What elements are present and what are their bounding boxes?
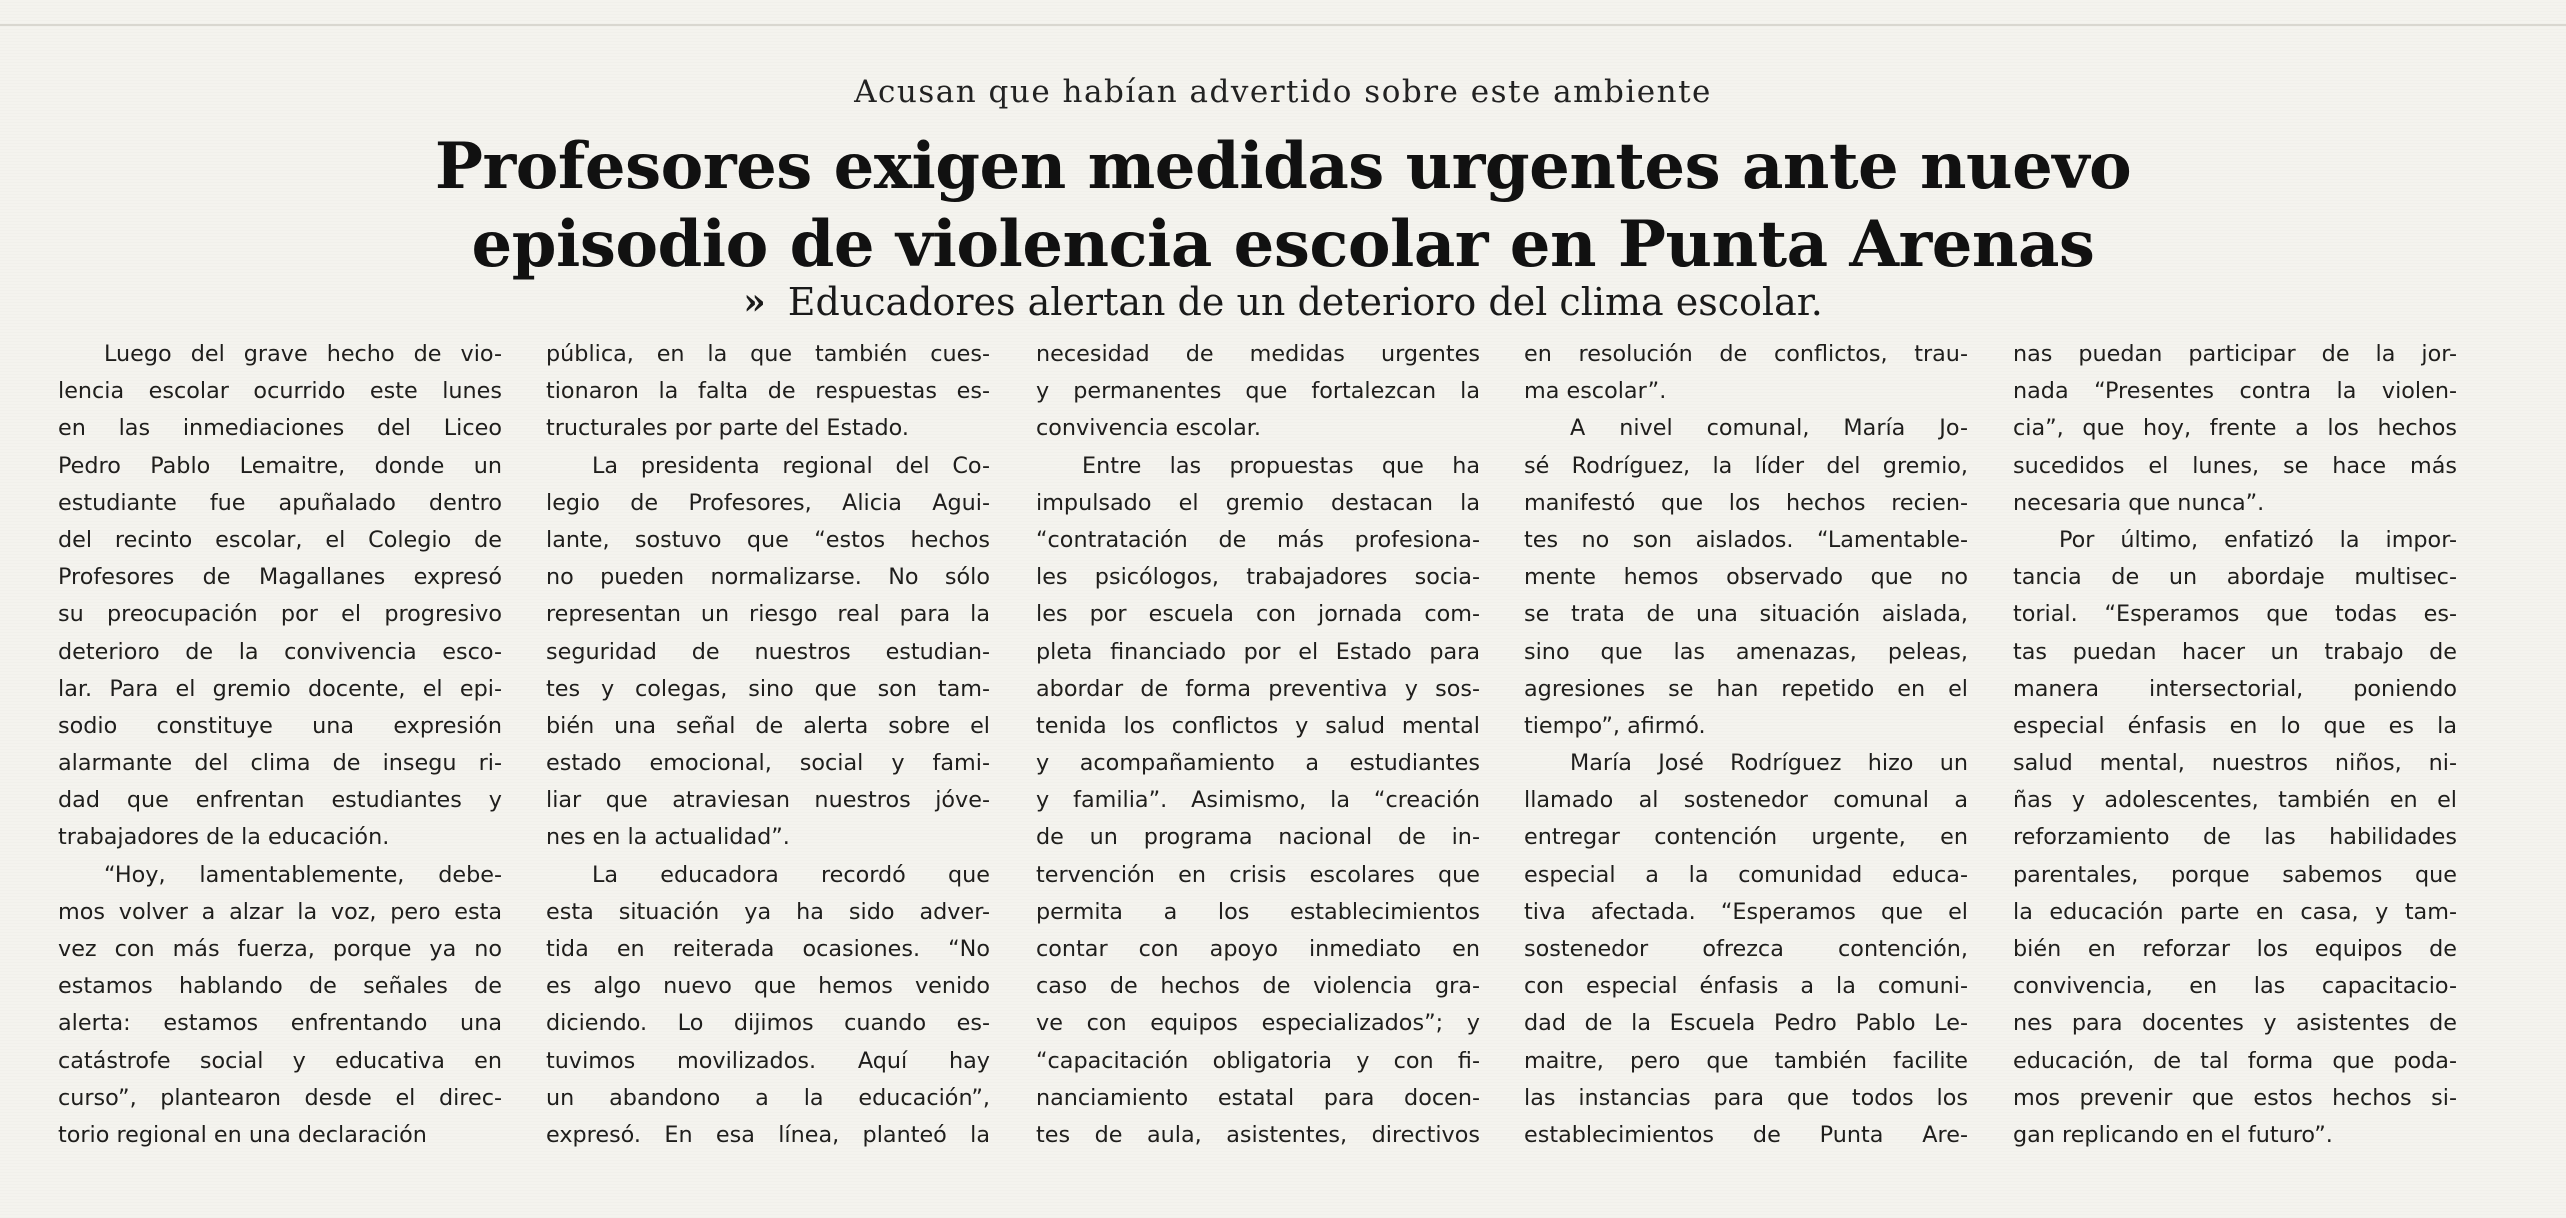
column-2-line: liar que atraviesan nuestros jóve- <box>546 787 990 814</box>
column-3-line: ve con equipos especializados”; y <box>1036 1010 1480 1037</box>
column-1-line: sodio constituye una expresión <box>58 712 502 739</box>
column-5-line: especial énfasis en lo que es la <box>2013 712 2457 739</box>
column-5-line: cia”, que hoy, frente a los hechos <box>2013 415 2457 442</box>
column-3-line: y familia”. Asimismo, la “creación <box>1036 787 1480 814</box>
column-4-line: tes no son aislados. “Lamentable- <box>1524 526 1968 553</box>
column-5-line: tas puedan hacer un trabajo de <box>2013 638 2457 665</box>
column-2-line: lante, sostuvo que “estos hechos <box>546 526 990 553</box>
column-4-line: se trata de una situación aislada, <box>1524 601 1968 628</box>
column-5-line: nas puedan participar de la jor- <box>2013 341 2457 367</box>
column-1-line: estudiante fue apuñalado dentro <box>58 489 502 516</box>
column-3-line: convivencia escolar. <box>1036 415 1261 442</box>
column-2-line: expresó. En esa línea, planteó la <box>546 1121 990 1148</box>
column-5-line: educación, de tal forma que poda- <box>2013 1047 2457 1074</box>
column-4-line: María José Rodríguez hizo un <box>1570 750 1968 777</box>
column-4-line: en resolución de conflictos, trau- <box>1524 341 1968 367</box>
column-2-line: un abandono a la educación”, <box>546 1084 990 1111</box>
column-5-line: reforzamiento de las habilidades <box>2013 824 2457 851</box>
column-2-line: es algo nuevo que hemos venido <box>546 973 990 1000</box>
column-2-line: tes y colegas, sino que son tam- <box>546 675 990 702</box>
column-3-line: “contratación de más profesiona- <box>1036 526 1480 553</box>
column-1-line: curso”, plantearon desde el direc- <box>58 1084 502 1111</box>
column-5-line: ñas y adolescentes, también en el <box>2013 787 2457 814</box>
article-column-3 <box>1036 336 1480 1154</box>
column-3-line: y acompañamiento a estudiantes <box>1036 750 1480 777</box>
column-2-line: La educadora recordó que <box>592 861 990 888</box>
double-chevron-right-icon: » <box>743 281 766 323</box>
column-2-line: estado emocional, social y fami- <box>546 750 990 777</box>
column-2-line: representan un riesgo real para la <box>546 601 990 628</box>
column-2-line: tionaron la falta de respuestas es- <box>546 378 990 405</box>
column-5-line: la educación parte en casa, y tam- <box>2013 898 2457 925</box>
column-1-line: catástrofe social y educativa en <box>58 1047 502 1074</box>
column-5-line: nes para docentes y asistentes de <box>2013 1010 2457 1037</box>
column-4-line: sé Rodríguez, la líder del gremio, <box>1524 452 1968 479</box>
column-1-line: su preocupación por el progresivo <box>58 601 502 628</box>
column-1-line: en las inmediaciones del Liceo <box>58 415 502 442</box>
column-3-line: tes de aula, asistentes, directivos <box>1036 1121 1480 1148</box>
column-2-line: esta situación ya ha sido adver- <box>546 898 990 925</box>
column-4-line: ma escolar”. <box>1524 378 1667 405</box>
column-1-line: del recinto escolar, el Colegio de <box>58 526 502 553</box>
article-subhead <box>0 280 2566 324</box>
column-1-line: trabajadores de la educación. <box>58 824 390 851</box>
column-4-line: las instancias para que todos los <box>1524 1084 1968 1111</box>
column-2-line: tida en reiterada ocasiones. “No <box>546 936 990 962</box>
top-rule <box>0 24 2566 26</box>
article-column-1 <box>58 336 502 1154</box>
column-3-line: abordar de forma preventiva y sos- <box>1036 675 1480 702</box>
column-4-line: sostenedor ofrezca contención, <box>1524 936 1968 962</box>
column-1-line: dad que enfrentan estudiantes y <box>58 787 502 814</box>
column-4-line: dad de la Escuela Pedro Pablo Le- <box>1524 1010 1968 1037</box>
column-3-line: contar con apoyo inmediato en <box>1036 936 1480 962</box>
column-5-line: necesaria que nunca”. <box>2013 489 2265 516</box>
column-1-line: lencia escolar ocurrido este lunes <box>58 378 502 405</box>
column-5-line: manera intersectorial, poniendo <box>2013 675 2457 702</box>
column-2-line: tructurales por parte del Estado. <box>546 415 909 442</box>
column-4-line: especial a la comunidad educa- <box>1524 861 1968 888</box>
column-4-line: llamado al sostenedor comunal a <box>1524 787 1968 814</box>
column-1-line: alerta: estamos enfrentando una <box>58 1010 502 1037</box>
column-2-line: La presidenta regional del Co- <box>592 452 990 479</box>
column-3-line: impulsado el gremio destacan la <box>1036 489 1480 516</box>
column-4-line: entregar contención urgente, en <box>1524 824 1968 851</box>
column-1-line: torio regional en una declaración <box>58 1121 427 1148</box>
column-5-line: Por último, enfatizó la impor- <box>2059 526 2457 553</box>
column-1-line: Pedro Pablo Lemaitre, donde un <box>58 452 502 479</box>
column-4-line: establecimientos de Punta Are- <box>1524 1121 1968 1148</box>
column-4-line: con especial énfasis a la comuni- <box>1524 973 1968 1000</box>
article-column-4 <box>1524 336 1968 1154</box>
column-3-line: y permanentes que fortalezcan la <box>1036 378 1480 405</box>
column-4-line: manifestó que los hechos recien- <box>1524 489 1968 516</box>
column-3-line: les psicólogos, trabajadores socia- <box>1036 564 1480 591</box>
column-5-line: tancia de un abordaje multisec- <box>2013 564 2457 591</box>
column-4-line: tiva afectada. “Esperamos que el <box>1524 898 1968 925</box>
column-5-line: parentales, porque sabemos que <box>2013 861 2457 888</box>
column-2-line: bién una señal de alerta sobre el <box>546 712 990 739</box>
column-4-line: mente hemos observado que no <box>1524 564 1968 591</box>
column-1-line: lar. Para el gremio docente, el epi- <box>58 675 502 702</box>
column-2-line: seguridad de nuestros estudian- <box>546 638 990 665</box>
column-3-line: tervención en crisis escolares que <box>1036 861 1480 888</box>
column-4-line: tiempo”, afirmó. <box>1524 712 1706 739</box>
column-2-line: tuvimos movilizados. Aquí hay <box>546 1047 990 1074</box>
headline-line-1: Profesores exigen medidas urgentes ante nuevo <box>434 129 2132 204</box>
column-4-line: maitre, pero que también facilite <box>1524 1047 1968 1074</box>
article-headline <box>0 128 2566 284</box>
column-3-line: tenida los conflictos y salud mental <box>1036 712 1480 739</box>
column-1-line: “Hoy, lamentablemente, debe- <box>104 861 502 888</box>
column-5-line: sucedidos el lunes, se hace más <box>2013 452 2457 479</box>
column-3-line: de un programa nacional de in- <box>1036 824 1480 851</box>
article-column-2 <box>546 336 990 1154</box>
column-5-line: salud mental, nuestros niños, ni- <box>2013 750 2457 777</box>
column-5-line: bién en reforzar los equipos de <box>2013 936 2457 962</box>
column-5-line: mos prevenir que estos hechos si- <box>2013 1084 2457 1111</box>
column-4-line: A nivel comunal, María Jo- <box>1570 415 1968 442</box>
column-3-line: les por escuela con jornada com- <box>1036 601 1480 628</box>
column-1-line: alarmante del clima de insegu ri- <box>58 750 502 777</box>
column-3-line: pleta financiado por el Estado para <box>1036 638 1480 665</box>
column-1-line: vez con más fuerza, porque ya no <box>58 936 502 962</box>
column-4-line: agresiones se han repetido en el <box>1524 675 1968 702</box>
column-2-line: legio de Profesores, Alicia Agui- <box>546 489 990 516</box>
article-kicker: Acusan que habían advertido sobre este ambiente <box>854 74 1712 110</box>
column-3-line: “capacitación obligatoria y con fi- <box>1036 1047 1480 1074</box>
column-3-line: necesidad de medidas urgentes <box>1036 341 1480 367</box>
column-2-line: diciendo. Lo dijimos cuando es- <box>546 1010 990 1037</box>
column-1-line: mos volver a alzar la voz, pero esta <box>58 898 502 925</box>
column-1-line: Luego del grave hecho de vio- <box>104 341 502 367</box>
column-3-line: caso de hechos de violencia gra- <box>1036 973 1480 1000</box>
subhead-text: Educadores alertan de un deterioro del clima escolar. <box>787 280 1823 324</box>
column-2-line: nes en la actualidad”. <box>546 824 790 851</box>
column-1-line: Profesores de Magallanes expresó <box>58 564 502 591</box>
column-5-line: torial. “Esperamos que todas es- <box>2013 601 2457 628</box>
column-5-line: convivencia, en las capacitacio- <box>2013 973 2457 1000</box>
column-5-line: nada “Presentes contra la violen- <box>2013 378 2457 405</box>
column-2-line: no pueden normalizarse. No sólo <box>546 564 990 591</box>
column-3-line: Entre las propuestas que ha <box>1082 452 1480 479</box>
column-1-line: estamos hablando de señales de <box>58 973 502 1000</box>
column-4-line: sino que las amenazas, peleas, <box>1524 638 1968 665</box>
column-5-line: gan replicando en el futuro”. <box>2013 1121 2333 1148</box>
headline-line-2: episodio de violencia escolar en Punta Arenas <box>471 207 2095 282</box>
column-3-line: nanciamiento estatal para docen- <box>1036 1084 1480 1111</box>
article-column-5 <box>2013 336 2457 1154</box>
column-2-line: pública, en la que también cues- <box>546 341 990 367</box>
column-3-line: permita a los establecimientos <box>1036 898 1480 925</box>
column-1-line: deterioro de la convivencia esco- <box>58 638 502 665</box>
